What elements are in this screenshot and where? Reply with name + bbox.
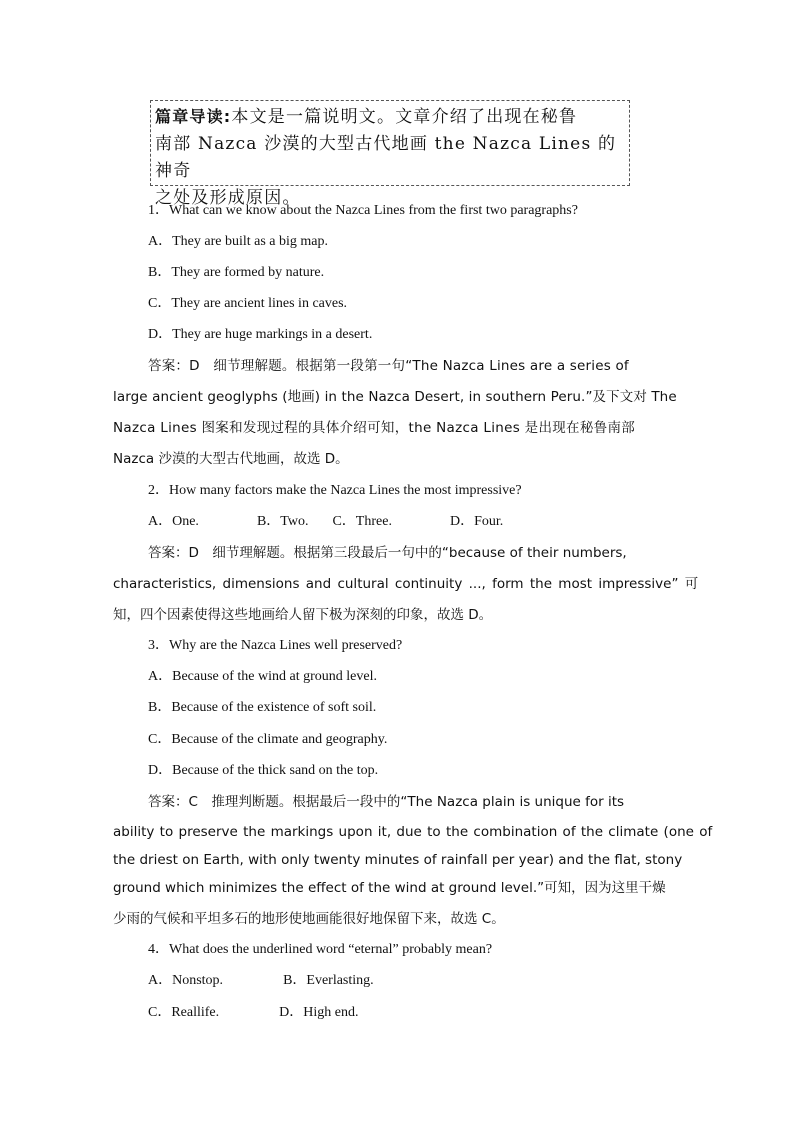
- q3-option-a: A．Because of the wind at ground level.: [148, 669, 377, 684]
- question-3: 3．Why are the Nazca Lines well preserved?: [148, 638, 403, 653]
- q4-options-row-2: [148, 1004, 358, 1022]
- q3-answer-line-5: 少雨的气候和平坦多石的地形使地画能很好地保留下来，故选 C。: [113, 911, 505, 927]
- reading-guide-line-1: 本文是一篇说明文。文章介绍了出现在秘鲁: [231, 107, 578, 127]
- q2-option-d: D．Four.: [449, 514, 504, 529]
- q3-option-b: B．Because of the existence of soft soil.: [148, 700, 377, 715]
- q1-answer-line-4: Nazca 沙漠的大型古代地画，故选 D。: [113, 451, 349, 467]
- q2-answer-line-2: characteristics, dimensions and cultural continuity ..., form the most impressive” 可: [113, 576, 699, 592]
- q3-answer-line-2: ability to preserve the markings upon it, due to the combination of the climate (one of: [113, 824, 713, 840]
- q4-option-c: C．Reallife.: [148, 1005, 220, 1020]
- q4-option-a: A．Nonstop.: [148, 973, 224, 988]
- reading-guide-box: [150, 100, 630, 208]
- question-1: 1．What can we know about the Nazca Lines from the first two paragraphs?: [148, 203, 578, 218]
- q4-option-b: B．Everlasting.: [283, 973, 374, 988]
- q3-option-d: D．Because of the thick sand on the top.: [148, 763, 379, 778]
- q2-option-a: A．One.: [148, 514, 199, 529]
- q2-option-b: B．Two.: [256, 514, 309, 529]
- q1-answer-line-2: large ancient geoglyphs (地画) in the Nazca Desert, in southern Peru.”及下文对 The: [113, 389, 677, 405]
- question-4: 4．What does the underlined word “eternal” probably mean?: [148, 942, 493, 957]
- q3-answer-line-3: the driest on Earth, with only twenty minutes of rainfall per year) and the flat, stony: [113, 852, 683, 868]
- q2-options-row: [148, 513, 503, 531]
- q4-options-row-1: [148, 972, 374, 990]
- q3-answer-line-4: ground which minimizes the effect of the wind at ground level.”可知，因为这里干燥: [113, 880, 666, 896]
- q3-answer-line-1: 答案：C 推理判断题。根据最后一段中的“The Nazca plain is unique for its: [148, 794, 625, 810]
- q1-option-c: C．They are ancient lines in caves.: [148, 296, 348, 311]
- q1-option-b: B．They are formed by nature.: [148, 265, 325, 280]
- q2-option-c: C．Three.: [332, 514, 392, 529]
- q2-answer-line-3: 知，四个因素使得这些地画给人留下极为深刻的印象，故选 D。: [113, 607, 493, 623]
- q3-option-c: C．Because of the climate and geography.: [148, 732, 388, 747]
- q1-option-a: A．They are built as a big map.: [148, 234, 329, 249]
- q2-answer-line-1: 答案：D 细节理解题。根据第三段最后一句中的“because of their numbers,: [148, 545, 627, 561]
- reading-guide-line-2: 南部 Nazca 沙漠的大型古代地画 the Nazca Lines 的神奇: [155, 134, 617, 181]
- q1-answer-line-3: Nazca Lines 图案和发现过程的具体介绍可知，the Nazca Lines 是出现在秘鲁南部: [113, 420, 636, 436]
- question-2: 2．How many factors make the Nazca Lines the most impressive?: [148, 483, 522, 498]
- q1-option-d: D．They are huge markings in a desert.: [148, 327, 373, 342]
- reading-guide-label: 篇章导读:: [155, 107, 232, 126]
- reading-guide-line-3: 之处及形成原因。: [155, 188, 301, 208]
- q1-answer-line-1: 答案：D 细节理解题。根据第一段第一句“The Nazca Lines are a series of: [148, 358, 629, 374]
- q4-option-d: D．High end.: [279, 1005, 359, 1020]
